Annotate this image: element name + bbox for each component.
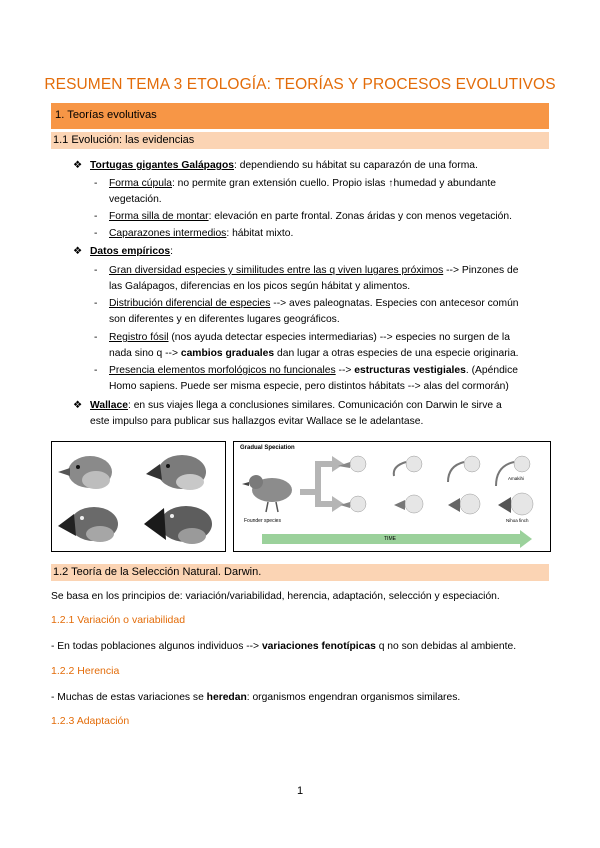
list-item-cont: las Galápagos, diferencias en los picos según hábitat y alimentos. <box>109 281 411 292</box>
list-item-cont: son diferentes y en diferentes lugares geográficos. <box>109 314 340 325</box>
list-item: Distribución diferencial de especies --> aves paleognatas. Especies con antecesor común <box>109 298 519 309</box>
bullet-diamond-icon: ❖ <box>73 160 83 171</box>
list-item: Tortugas gigantes Galápagos: dependiendo su hábitat su caparazón de una forma. <box>90 160 478 171</box>
heading-1: 1. Teorías evolutivas <box>55 109 157 121</box>
beak-series-top <box>338 456 530 486</box>
amakihi-label: Amakihi <box>508 476 525 481</box>
time-label: TIME <box>384 536 396 542</box>
founder-bird-icon <box>242 475 292 512</box>
list-item: Registro fósil (nos ayuda detectar especies intermediarias) --> especies no surgen de la <box>109 332 510 343</box>
page-number: 1 <box>296 785 304 797</box>
bullet-diamond-icon: ❖ <box>73 400 83 411</box>
finch-head-2 <box>146 455 206 490</box>
heading-1-2-3: 1.2.3 Adaptación <box>51 715 130 727</box>
heading-1-bar <box>51 103 549 129</box>
list-item-cont: nada sino q --> cambios graduales dan lugar a otras especies de una especie originaria. <box>109 348 519 359</box>
finch-head-3 <box>58 507 118 542</box>
finch-beaks-figure <box>51 441 226 552</box>
list-item: Forma cúpula: no permite gran extensión cuello. Propio islas ↑humedad y abundante <box>109 178 496 189</box>
list-item-cont: vegetación. <box>109 194 162 205</box>
list-item: Presencia elementos morfológicos no funcionales --> estructuras vestigiales. (Apéndice <box>109 365 518 376</box>
speciation-diagram <box>234 442 550 551</box>
list-item-cont: este impulso para publicar sus hallazgos evitar Wallace se le adelantase. <box>90 416 424 427</box>
time-arrow <box>262 530 532 548</box>
beak-series-bottom <box>340 493 533 515</box>
nihoa-label: Nihoa finch <box>506 518 529 523</box>
branch-arrows <box>300 456 344 512</box>
finch-head-4 <box>144 506 212 544</box>
paragraph: - En todas poblaciones algunos individuos --> variaciones fenotípicas q no son debidas al ambiente. <box>51 641 517 652</box>
heading-1-2-bar <box>51 564 549 581</box>
document-title: RESUMEN TEMA 3 ETOLOGÍA: TEORÍAS Y PROCESOS EVOLUTIVOS <box>44 76 556 93</box>
figure-label: Gradual Speciation <box>240 445 295 451</box>
finch-head-1 <box>58 456 112 489</box>
list-item: Caparazones intermedios: hábitat mixto. <box>109 228 294 239</box>
paragraph: Se basa en los principios de: variación/variabilidad, herencia, adaptación, selección y especiación. <box>51 591 500 602</box>
bullet-diamond-icon: ❖ <box>73 246 83 257</box>
finch-heads-illustration <box>52 442 225 551</box>
heading-1-2-2: 1.2.2 Herencia <box>51 665 120 677</box>
list-item: Gran diversidad especies y similitudes entre las q viven lugares próximos --> Pinzones de <box>109 265 519 276</box>
list-item-cont: Homo sapiens. Puede ser misma especie, pero distintos hábitats --> alas del cormorán) <box>109 381 509 392</box>
heading-1-1-bar <box>51 132 549 149</box>
list-item: Datos empíricos: <box>90 246 173 257</box>
paragraph: - Muchas de estas variaciones se heredan: organismos engendran organismos similares. <box>51 692 461 703</box>
list-item: Forma silla de montar: elevación en parte frontal. Zonas áridas y con menos vegetación. <box>109 211 512 222</box>
heading-1-2: 1.2 Teoría de la Selección Natural. Darwin. <box>53 566 262 578</box>
list-item: Wallace: en sus viajes llega a conclusiones similares. Comunicación con Darwin le sirve a <box>90 400 502 411</box>
founder-label: Founder species <box>244 518 281 524</box>
heading-1-2-1: 1.2.1 Variación o variabilidad <box>51 614 186 626</box>
gradual-speciation-figure <box>233 441 551 552</box>
heading-1-1: 1.1 Evolución: las evidencias <box>53 134 195 146</box>
